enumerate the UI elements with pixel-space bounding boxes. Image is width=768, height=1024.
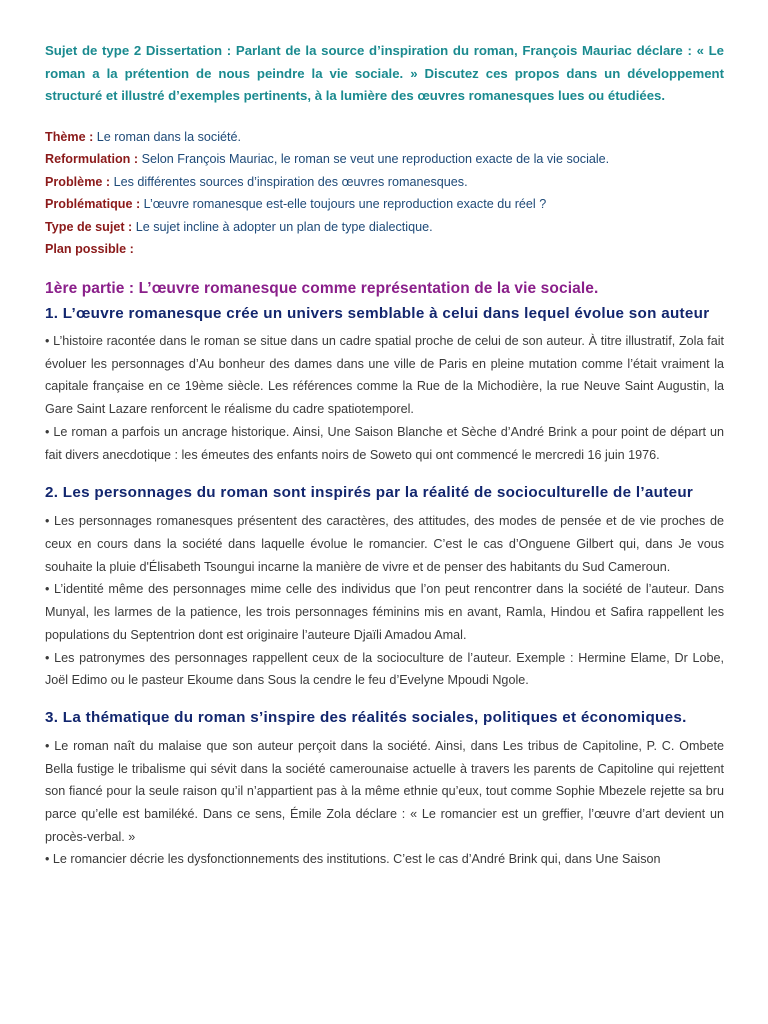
paragraph: • Les personnages romanesques présentent des caractères, des attitudes, des modes de pensée et de vie proches de ceux en cours dans la société dans laquelle évolue le romancier. C’est le cas d’Onguene Gilbert qui, dans Je vous souhaite la pluie d'Élisabeth Tsoungui incarne la manière de vivre et de penser des habitants du Sud Cameroun. bbox=[45, 514, 724, 574]
section-1-body bbox=[45, 330, 724, 466]
part-1-title: 1ère partie : L’œuvre romanesque comme représentation de la vie sociale. bbox=[45, 280, 599, 298]
paragraph: • Les patronymes des personnages rappellent ceux de la socioculture de l’auteur. Exemple : Hermine Elame, Dr Lobe, Joël Edimo ou le pasteur Ekoume dans Sous la cendre le feu d’Evelyne Mpoudi Ngole. bbox=[45, 650, 724, 688]
paragraph: • L’identité même des personnages mime celle des individus que l’on peut rencontrer dans la société de l’auteur. Dans Munyal, les larmes de la patience, les trois personnages féminins mis en avant, Ramla, Hindou et Safira rappellent les populations du Septentrion dont est originaire l’auteure Djaïli Amadou Amal. bbox=[45, 582, 724, 642]
meta-value: Le sujet incline à adopter un plan de type dialectique. bbox=[135, 219, 433, 234]
section-2-title: 2. Les personnages du roman sont inspirés par la réalité de socioculturelle de l’auteur bbox=[45, 484, 694, 502]
meta-label: Problème : bbox=[45, 174, 111, 189]
meta-type-sujet bbox=[45, 216, 724, 239]
section-3-title: 3. La thématique du roman s’inspire des réalités sociales, politiques et économiques. bbox=[45, 708, 687, 726]
meta-value: L’œuvre romanesque est-elle toujours une reproduction exacte du réel ? bbox=[143, 197, 547, 212]
meta-reformulation bbox=[45, 148, 724, 171]
paragraph: • L’histoire racontée dans le roman se situe dans un cadre spatial proche de celui de son auteur. À titre illustratif, Zola fait évoluer les personnages d’Au bonheur des dames dans une ville de Paris en pleine mutation comme l’était vraiment la capitale française en ce 19ème siècle. Les références comme la Rue de la Michodière, la rue Neuve Saint Augustin, la Gare Saint Lazare renforcent le réalisme du cadre spatiotemporel. bbox=[45, 334, 724, 417]
meta-value: Le roman dans la société. bbox=[96, 129, 242, 144]
meta-label: Problématique : bbox=[45, 197, 141, 212]
meta-plan bbox=[45, 238, 724, 261]
meta-label: Thème : bbox=[45, 129, 94, 144]
analysis-list bbox=[45, 126, 724, 262]
meta-label: Type de sujet : bbox=[45, 219, 133, 234]
document-page bbox=[45, 40, 724, 871]
meta-value: Les différentes sources d’inspiration des œuvres romanesques. bbox=[113, 174, 468, 189]
meta-problematique bbox=[45, 193, 724, 216]
meta-label: Plan possible : bbox=[45, 242, 134, 257]
meta-theme bbox=[45, 126, 724, 149]
meta-label: Reformulation : bbox=[45, 152, 139, 167]
paragraph: • Le roman a parfois un ancrage historique. Ainsi, Une Saison Blanche et Sèche d’André Brink a pour point de départ un fait divers anecdotique : les émeutes des enfants noirs de Soweto qui ont commencé le mercredi 16 juin 1976. bbox=[45, 424, 724, 462]
subject-statement: Sujet de type 2 Dissertation : Parlant de la source d’inspiration du roman, François Mauriac déclare : « Le roman a la prétention de nous peindre la vie sociale. » Discutez ces propos dans un développement structuré et illustré d’exemples pertinents, à la lumière des œuvres romanesques lues ou étudiées. bbox=[45, 43, 724, 103]
paragraph: • Le roman naît du malaise que son auteur perçoit dans la société. Ainsi, dans Les tribus de Capitoline, P. C. Ombete Bella fustige le tribalisme qui sévit dans la société camerounaise actuelle à travers les parents de Capitoline qui rejettent son fiancé pour la seule raison qu’il n’appartient pas à la même ethnie qu’eux, tout comme Sophie Mbezele rejette sa bru parce qu’elle est bamiléké. Dans ce sens, Émile Zola déclare : « Le romancier est un greffier, l’œuvre d’art devient un procès-verbal. » bbox=[45, 738, 724, 844]
section-3-body bbox=[45, 735, 724, 871]
section-1-title: 1. L’œuvre romanesque crée un univers semblable à celui dans lequel évolue son auteur bbox=[45, 305, 710, 323]
paragraph: • Le romancier décrie les dysfonctionnements des institutions. C’est le cas d’André Brink qui, dans Une Saison bbox=[45, 852, 661, 867]
section-2-body bbox=[45, 510, 724, 692]
meta-value: Selon François Mauriac, le roman se veut une reproduction exacte de la vie sociale. bbox=[141, 152, 610, 167]
meta-probleme bbox=[45, 171, 724, 194]
